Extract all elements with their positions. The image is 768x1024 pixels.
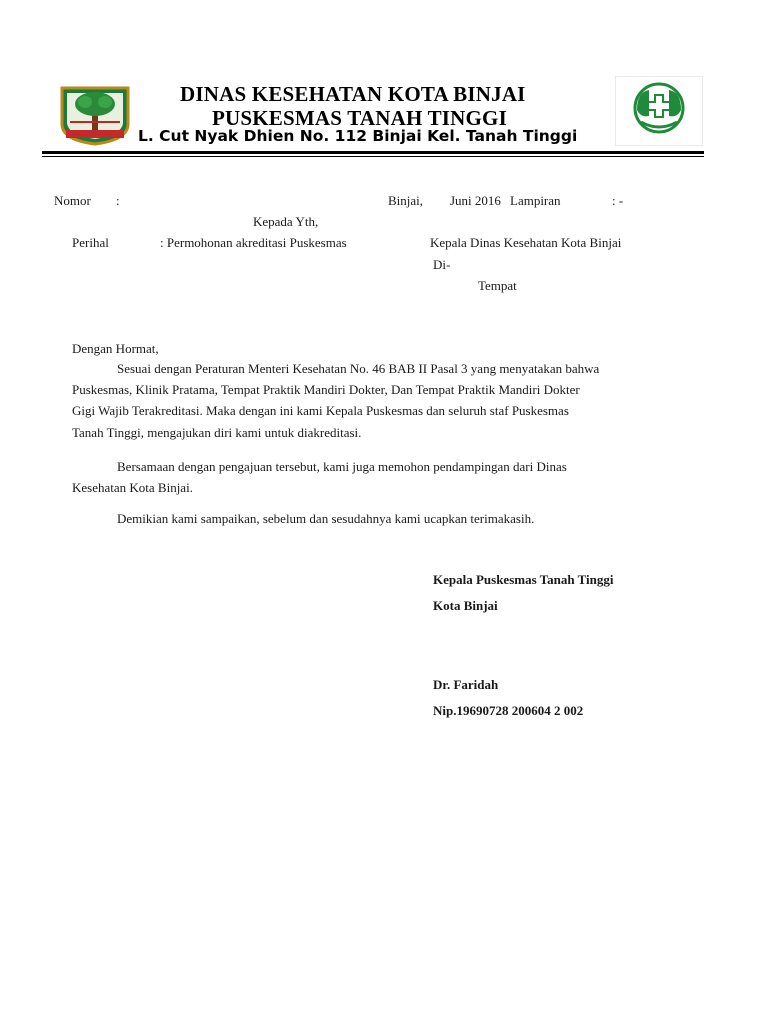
paragraph-1-line-3: Gigi Wajib Terakreditasi. Maka dengan ini kami Kepala Puskesmas dan seluruh staf Puskesmas xyxy=(72,403,569,418)
paragraph-2-line-2: Kesehatan Kota Binjai. xyxy=(72,480,193,495)
nomor-colon: : xyxy=(116,193,120,208)
paragraph-1-line-2: Puskesmas, Klinik Pratama, Tempat Praktik Mandiri Dokter, Dan Tempat Praktik Mandiri Dokter xyxy=(72,382,580,397)
agency-name: DINAS KESEHATAN KOTA BINJAI xyxy=(180,82,526,106)
paragraph-2-line-1: Bersamaan dengan pengajuan tersebut, kami juga memohon pendampingan dari Dinas xyxy=(117,459,567,474)
lampiran-value: : - xyxy=(612,193,624,208)
recipient-name: Kepala Dinas Kesehatan Kota Binjai xyxy=(430,235,622,250)
recipient-di: Di- xyxy=(433,257,451,272)
perihal-value: : Permohonan akreditasi Puskesmas xyxy=(160,235,347,250)
kepada-yth: Kepada Yth, xyxy=(253,214,319,229)
lampiran-label: Lampiran xyxy=(510,193,561,208)
letterhead-rule-thick xyxy=(42,151,704,154)
signatory-nip: Nip.19690728 200604 2 002 xyxy=(433,703,584,718)
greeting: Dengan Hormat, xyxy=(72,341,159,356)
unit-name: PUSKESMAS TANAH TINGGI xyxy=(212,106,507,130)
letter-date: Juni 2016 xyxy=(450,193,501,208)
letterhead-address: L. Cut Nyak Dhien No. 112 Binjai Kel. Tanah Tinggi xyxy=(138,127,578,145)
bakti-husada-logo xyxy=(615,76,703,146)
letter-place: Binjai, xyxy=(388,193,424,208)
city-emblem-logo xyxy=(58,84,132,146)
nomor-label: Nomor xyxy=(54,193,91,208)
recipient-tempat: Tempat xyxy=(478,278,517,293)
signatory-city: Kota Binjai xyxy=(433,598,498,613)
signatory-title: Kepala Puskesmas Tanah Tinggi xyxy=(433,572,614,587)
paragraph-1-line-4: Tanah Tinggi, mengajukan diri kami untuk diakreditasi. xyxy=(72,425,362,440)
signatory-name: Dr. Faridah xyxy=(433,677,499,692)
letterhead-rule-thin xyxy=(42,156,704,157)
perihal-label: Perihal xyxy=(72,235,109,250)
closing-paragraph: Demikian kami sampaikan, sebelum dan sesudahnya kami ucapkan terimakasih. xyxy=(117,511,535,526)
paragraph-1-line-1: Sesuai dengan Peraturan Menteri Kesehatan No. 46 BAB II Pasal 3 yang menyatakan bahwa xyxy=(117,361,600,376)
